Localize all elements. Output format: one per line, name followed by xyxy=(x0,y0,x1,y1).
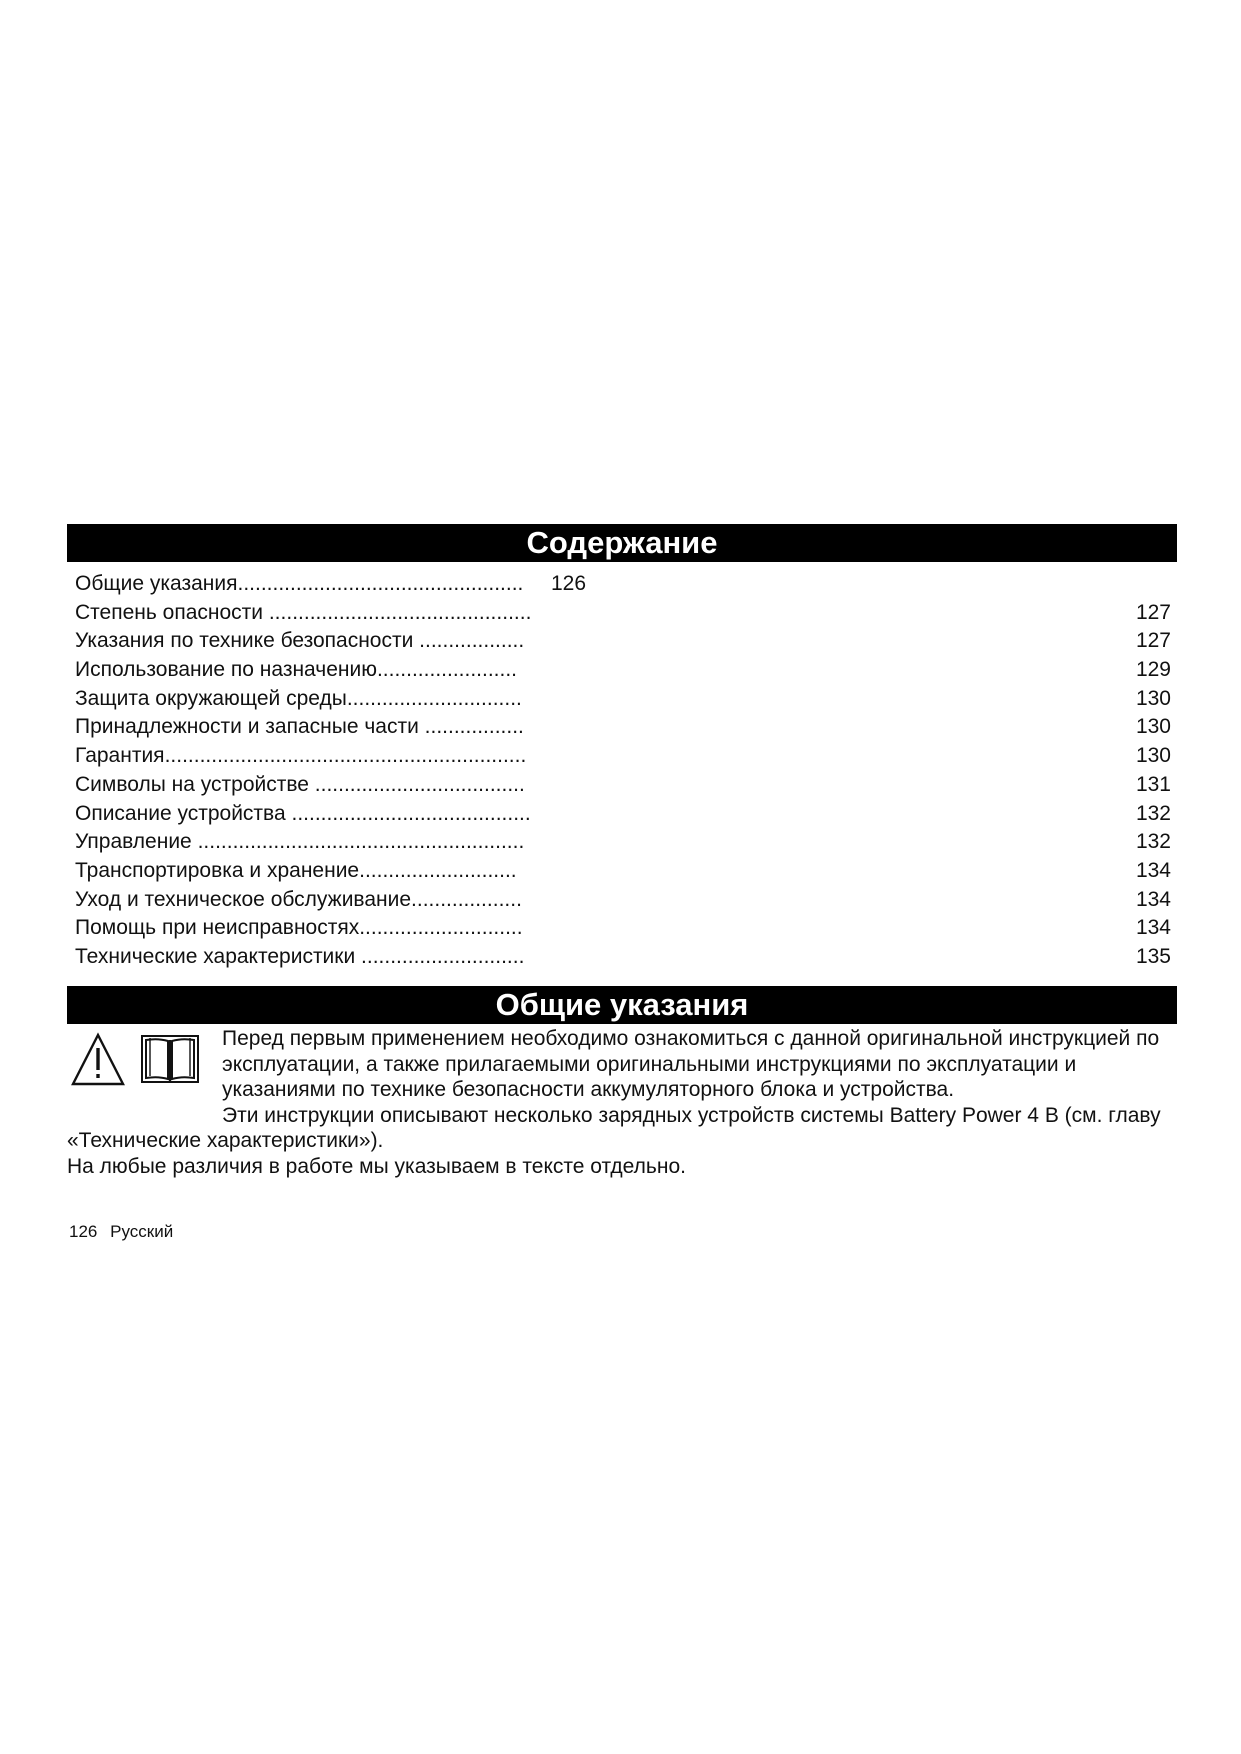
toc-item[interactable] xyxy=(75,627,1171,656)
toc-item-leader: ......................................... xyxy=(285,801,531,825)
table-of-contents xyxy=(75,570,1171,972)
toc-item-leader: ................................................. xyxy=(237,572,524,595)
toc-item[interactable] xyxy=(75,656,1171,685)
toc-item-leader: ............................ xyxy=(355,944,525,968)
general-section-title: Общие указания xyxy=(67,986,1177,1024)
toc-item[interactable] xyxy=(75,914,1171,943)
toc-item-title: Принадлежности и запасные части xyxy=(75,715,419,739)
toc-item-label xyxy=(75,599,549,628)
toc-item-page: 134 xyxy=(1135,858,1171,882)
toc-item[interactable] xyxy=(75,685,1171,714)
toc-item-leader: .............................. xyxy=(346,686,522,710)
toc-item-title: Указания по технике безопасности xyxy=(75,629,414,653)
toc-item-label xyxy=(75,570,545,599)
toc-item-leader: ........................ xyxy=(376,658,517,682)
toc-item-title: Транспортировка и хранение xyxy=(75,858,360,882)
toc-item[interactable] xyxy=(75,943,1171,972)
scope-paragraph xyxy=(67,1103,1179,1154)
toc-item-label xyxy=(75,685,549,714)
toc-item-title: Степень опасности xyxy=(75,600,264,624)
toc-item-label xyxy=(75,828,549,857)
toc-item[interactable] xyxy=(75,886,1171,915)
toc-item-page: 129 xyxy=(1135,658,1171,682)
toc-item-leader: ........................................................ xyxy=(191,830,525,854)
toc-item-page: 130 xyxy=(1135,744,1171,768)
footer-language: Русский xyxy=(110,1222,174,1241)
toc-title: Содержание xyxy=(67,524,1177,562)
scope-paragraph-text: Эти инструкции описывают несколько зарядных устройств системы Battery Power 4 В (см. главу «Технические характеристики»). xyxy=(67,1103,1161,1152)
toc-item[interactable] xyxy=(75,771,1171,800)
toc-item-label xyxy=(75,800,549,829)
toc-item-title: Уход и техническое обслуживание xyxy=(75,887,412,911)
toc-item-leader: .............................................................. xyxy=(164,744,527,768)
toc-item-title: Символы на устройстве xyxy=(75,772,309,796)
toc-item[interactable] xyxy=(75,828,1171,857)
toc-item-page: 127 xyxy=(1135,600,1171,624)
toc-item[interactable] xyxy=(75,742,1171,771)
page-number: 126 xyxy=(69,1222,98,1241)
toc-item-label xyxy=(75,886,549,915)
toc-item[interactable] xyxy=(75,570,1171,599)
toc-item-label xyxy=(75,713,549,742)
toc-item[interactable] xyxy=(75,800,1171,829)
toc-item-title: Общие указания xyxy=(75,572,238,595)
toc-item-leader: ............................ xyxy=(359,916,523,940)
toc-item-leader: ................. xyxy=(418,715,524,739)
toc-item-page: 132 xyxy=(1135,830,1171,854)
toc-item-label xyxy=(75,627,549,656)
toc-item-title: Защита окружающей среды xyxy=(75,686,347,710)
toc-item-page: 131 xyxy=(1135,772,1171,796)
toc-item-title: Использование по назначению xyxy=(75,658,377,682)
toc-item-title: Помощь при неисправностях xyxy=(75,916,360,940)
toc-item[interactable] xyxy=(75,713,1171,742)
toc-item-leader: ........................... xyxy=(359,858,517,882)
toc-item-label xyxy=(75,742,549,771)
toc-item-title: Управление xyxy=(75,830,192,854)
toc-item-page: 130 xyxy=(1135,715,1171,739)
toc-item-page: 126 xyxy=(551,572,587,595)
differences-paragraph: На любые различия в работе мы указываем в тексте отдельно. xyxy=(67,1154,686,1178)
toc-item-title: Технические характеристики xyxy=(75,944,356,968)
toc-item-leader: ............................................. xyxy=(263,600,532,624)
toc-item[interactable] xyxy=(75,857,1171,886)
toc-item-leader: .................................... xyxy=(308,772,525,796)
toc-item-title: Описание устройства xyxy=(75,801,286,825)
intro-paragraph: Перед первым применением необходимо ознакомиться с данной оригинальной инструкцией по эксплуатации, а также прилагаемыми оригинальными инструкциями по эксплуатации и указаниями по технике безопасности аккумуляторного блока и устройства. xyxy=(222,1027,1160,1101)
toc-item-page: 134 xyxy=(1135,916,1171,940)
toc-item[interactable] xyxy=(75,599,1171,628)
toc-item-label xyxy=(75,914,549,943)
page-footer xyxy=(69,1221,181,1243)
toc-item-page: 130 xyxy=(1135,686,1171,710)
general-text-block xyxy=(67,1026,1179,1179)
toc-item-leader: .................. xyxy=(413,629,525,653)
toc-item-page: 134 xyxy=(1135,887,1171,911)
toc-item-page: 132 xyxy=(1135,801,1171,825)
toc-item-label xyxy=(75,771,549,800)
toc-item-label xyxy=(75,656,549,685)
toc-item-label xyxy=(75,857,549,886)
toc-item-title: Гарантия xyxy=(75,744,165,768)
toc-item-leader: ................... xyxy=(411,887,522,911)
toc-item-page: 127 xyxy=(1135,629,1171,653)
toc-item-label xyxy=(75,943,549,972)
toc-item-page: 135 xyxy=(1135,944,1171,968)
